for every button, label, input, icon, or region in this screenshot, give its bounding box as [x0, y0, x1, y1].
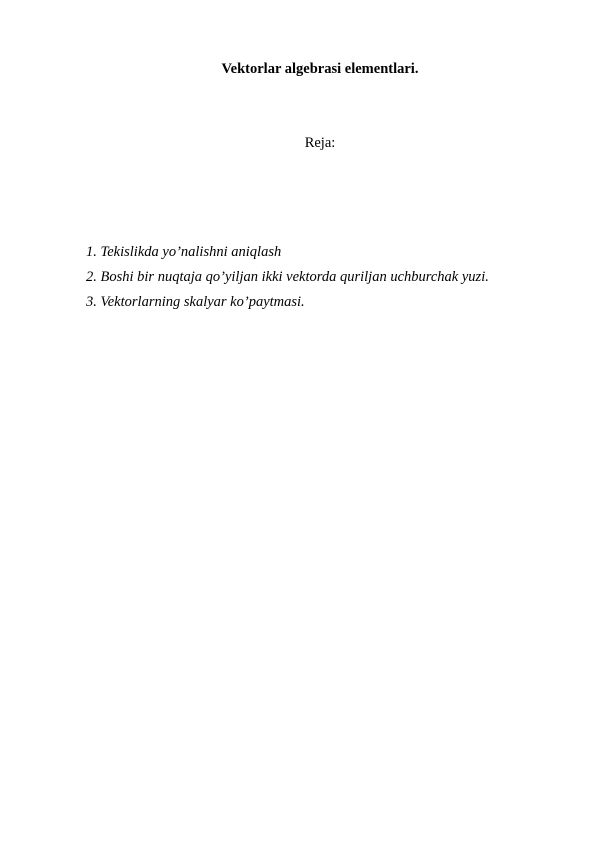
- plan-list: [86, 240, 566, 315]
- plan-item-2: 2. Boshi bir nuqtaja qo’yiljan ikki vektorda quriljan uchburchak yuzi.: [86, 269, 489, 285]
- plan-item-1: 1. Tekislikda yo’nalishni aniqlash: [86, 244, 282, 260]
- document-title: Vektorlar algebrasi elementlari.: [221, 61, 419, 77]
- plan-heading: Reja:: [304, 135, 336, 151]
- plan-item-3: 3. Vektorlarning skalyar ko’paytmasi.: [86, 294, 305, 310]
